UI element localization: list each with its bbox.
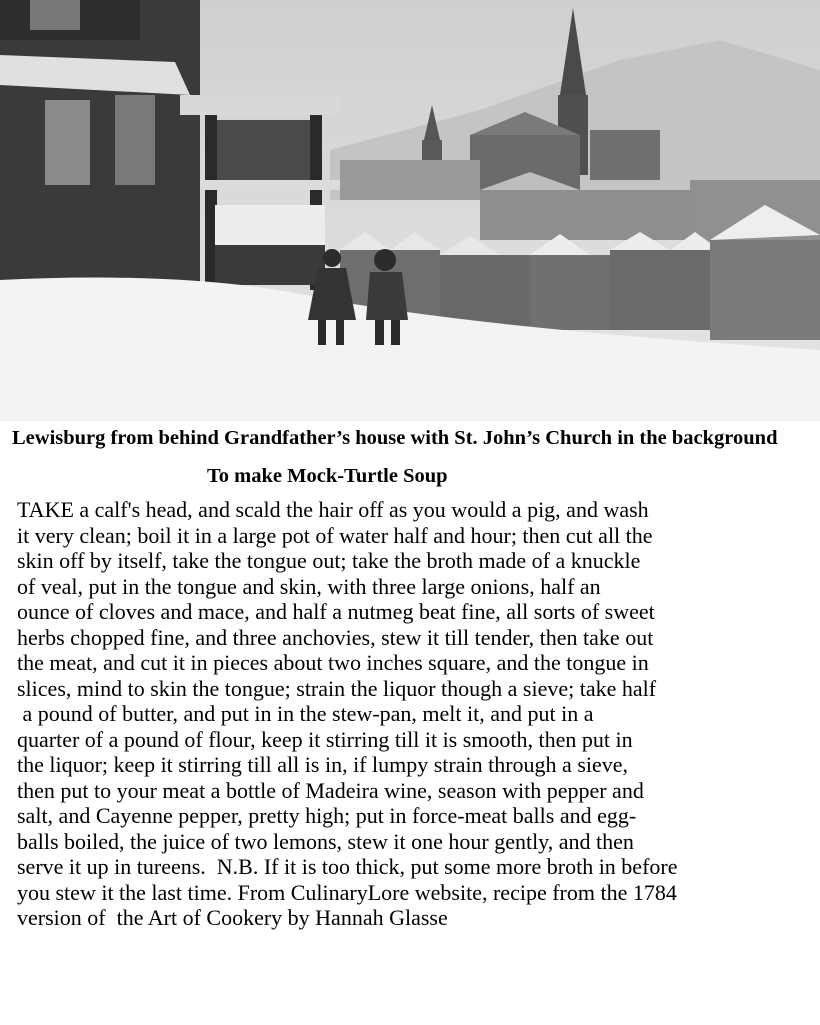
- recipe-line: version of the Art of Cookery by Hannah Glasse: [17, 905, 448, 930]
- recipe-line: slices, mind to skin the tongue; strain the liquor though a sieve; take half: [17, 675, 657, 701]
- recipe-line: salt, and Cayenne pepper, pretty high; put in force-meat balls and egg-: [17, 803, 637, 828]
- winter-street-photo: [0, 0, 820, 421]
- recipe-line: serve it up in tureens. N.B. If it is too thick, put some more broth in before: [17, 854, 678, 879]
- recipe-line: it very clean; boil it in a large pot of water half and hour; then cut all the: [17, 522, 653, 548]
- recipe-line: quarter of a pound of flour, keep it stirring till it is smooth, then put in: [17, 726, 633, 752]
- recipe-body: [17, 497, 812, 931]
- recipe-line: you stew it the last time. From CulinaryLore website, recipe from the 1784: [17, 879, 677, 905]
- recipe-line: skin off by itself, take the tongue out; take the broth made of a knuckle: [17, 548, 641, 573]
- recipe-title: To make Mock-Turtle Soup: [207, 465, 448, 487]
- recipe-line: of veal, put in the tongue and skin, with three large onions, half an: [17, 573, 601, 599]
- photo-caption: Lewisburg from behind Grandfather’s house with St. John’s Church in the background: [12, 427, 778, 449]
- recipe-line: herbs chopped fine, and three anchovies, stew it till tender, then take out: [17, 624, 654, 650]
- photo-illustration: [0, 0, 820, 421]
- recipe-line: the meat, and cut it in pieces about two inches square, and the tongue in: [17, 650, 649, 675]
- recipe-line: balls boiled, the juice of two lemons, stew it one hour gently, and then: [17, 828, 634, 854]
- recipe-line: TAKE a calf's head, and scald the hair off as you would a pig, and wash: [17, 497, 649, 522]
- recipe-line: the liquor; keep it stirring till all is in, if lumpy strain through a sieve,: [17, 752, 629, 777]
- recipe-line: then put to your meat a bottle of Madeira wine, season with pepper and: [17, 777, 644, 803]
- recipe-line: ounce of cloves and mace, and half a nutmeg beat fine, all sorts of sweet: [17, 599, 655, 624]
- recipe-line: a pound of butter, and put in in the stew-pan, melt it, and put in a: [17, 701, 594, 726]
